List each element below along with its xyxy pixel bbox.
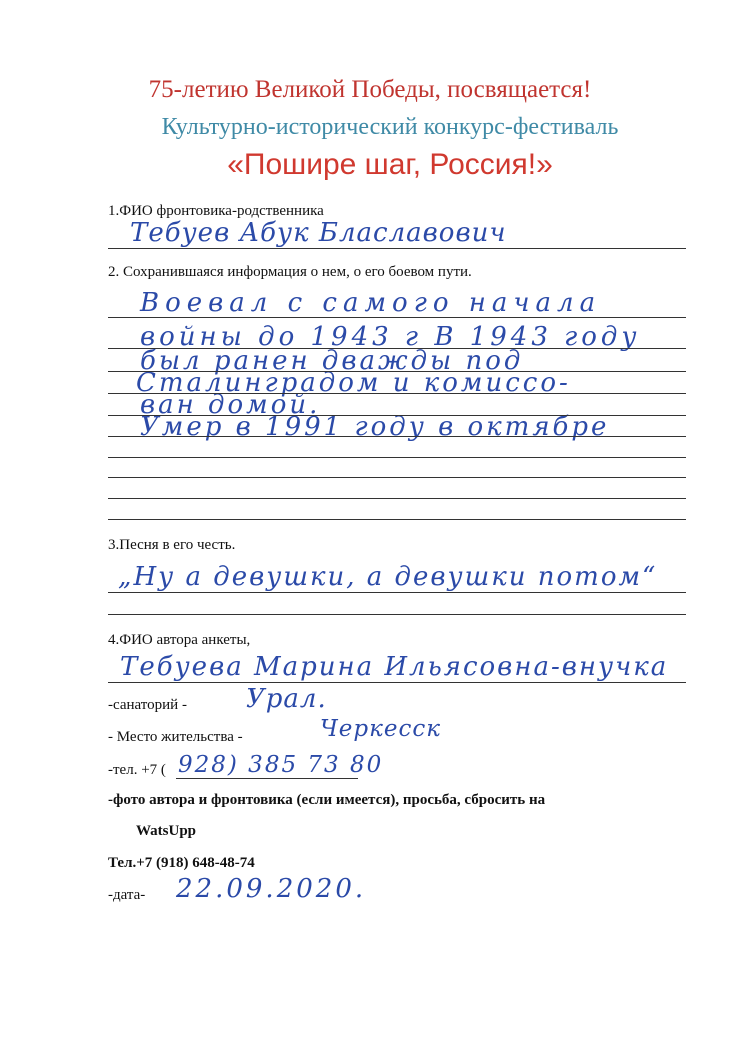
- q4-underline: [108, 682, 686, 683]
- q2-answer-line: Воевал с самого начала: [140, 288, 602, 318]
- q1-label: 1.ФИО фронтовика-родственника: [108, 203, 324, 219]
- header-line-1: 75-летию Великой Победы, посвящается!: [148, 76, 592, 103]
- phone-underline: [176, 778, 358, 779]
- q3-underline: [108, 592, 686, 593]
- date-label: -дата-: [108, 887, 146, 903]
- q1-answer: Тебуев Абук Блаславович: [130, 218, 507, 248]
- q2-line: [108, 498, 686, 499]
- q2-label: 2. Сохранившаяся информация о нем, о его боевом пути.: [108, 264, 472, 280]
- q3-label: 3.Песня в его честь.: [108, 537, 236, 553]
- phone-label: -тел. +7 (: [108, 762, 166, 778]
- phone-value: 928) 385 73 80: [178, 752, 384, 778]
- q3-line: [108, 614, 686, 615]
- q3-answer: „Ну а девушки, а девушки потом“: [118, 562, 658, 592]
- messenger-name: WatsUpp: [136, 823, 197, 839]
- contact-phone: Тел.+7 (918) 648-48-74: [108, 855, 255, 871]
- residence-value: Черкесск: [320, 716, 441, 742]
- q2-line: [108, 477, 686, 478]
- q2-answer-line: войны до 1943 г В 1943 году: [140, 322, 641, 352]
- sanatorium-label: -санаторий -: [108, 697, 187, 713]
- header-line-3: «Пошире шаг, Россия!»: [227, 148, 553, 181]
- q2-answer-line: был ранен дважды под: [140, 346, 524, 376]
- q2-line: [108, 436, 686, 437]
- q4-answer: Тебуева Марина Ильясовна-внучка: [120, 652, 669, 682]
- q2-line: [108, 317, 686, 318]
- q2-line: [108, 519, 686, 520]
- q2-line: [108, 348, 686, 349]
- sanatorium-value: Урал.: [246, 684, 327, 714]
- q2-answer-line: Умер в 1991 году в октябре: [140, 412, 610, 442]
- q2-answer-line: Сталинградом и комиссо-: [136, 368, 571, 398]
- header-line-2: Культурно-исторический конкурс-фестиваль: [161, 114, 619, 140]
- residence-label: - Место жительства -: [108, 729, 243, 745]
- photo-note: -фото автора и фронтовика (если имеется), просьба, сбросить на: [108, 792, 546, 808]
- q2-line: [108, 371, 686, 372]
- q4-label: 4.ФИО автора анкеты,: [108, 632, 251, 648]
- q2-line: [108, 457, 686, 458]
- q2-answer-line: ван домой.: [140, 390, 321, 420]
- q1-underline: [108, 248, 686, 249]
- date-value: 22.09.2020.: [176, 874, 367, 904]
- q2-line: [108, 415, 686, 416]
- q2-line: [108, 393, 686, 394]
